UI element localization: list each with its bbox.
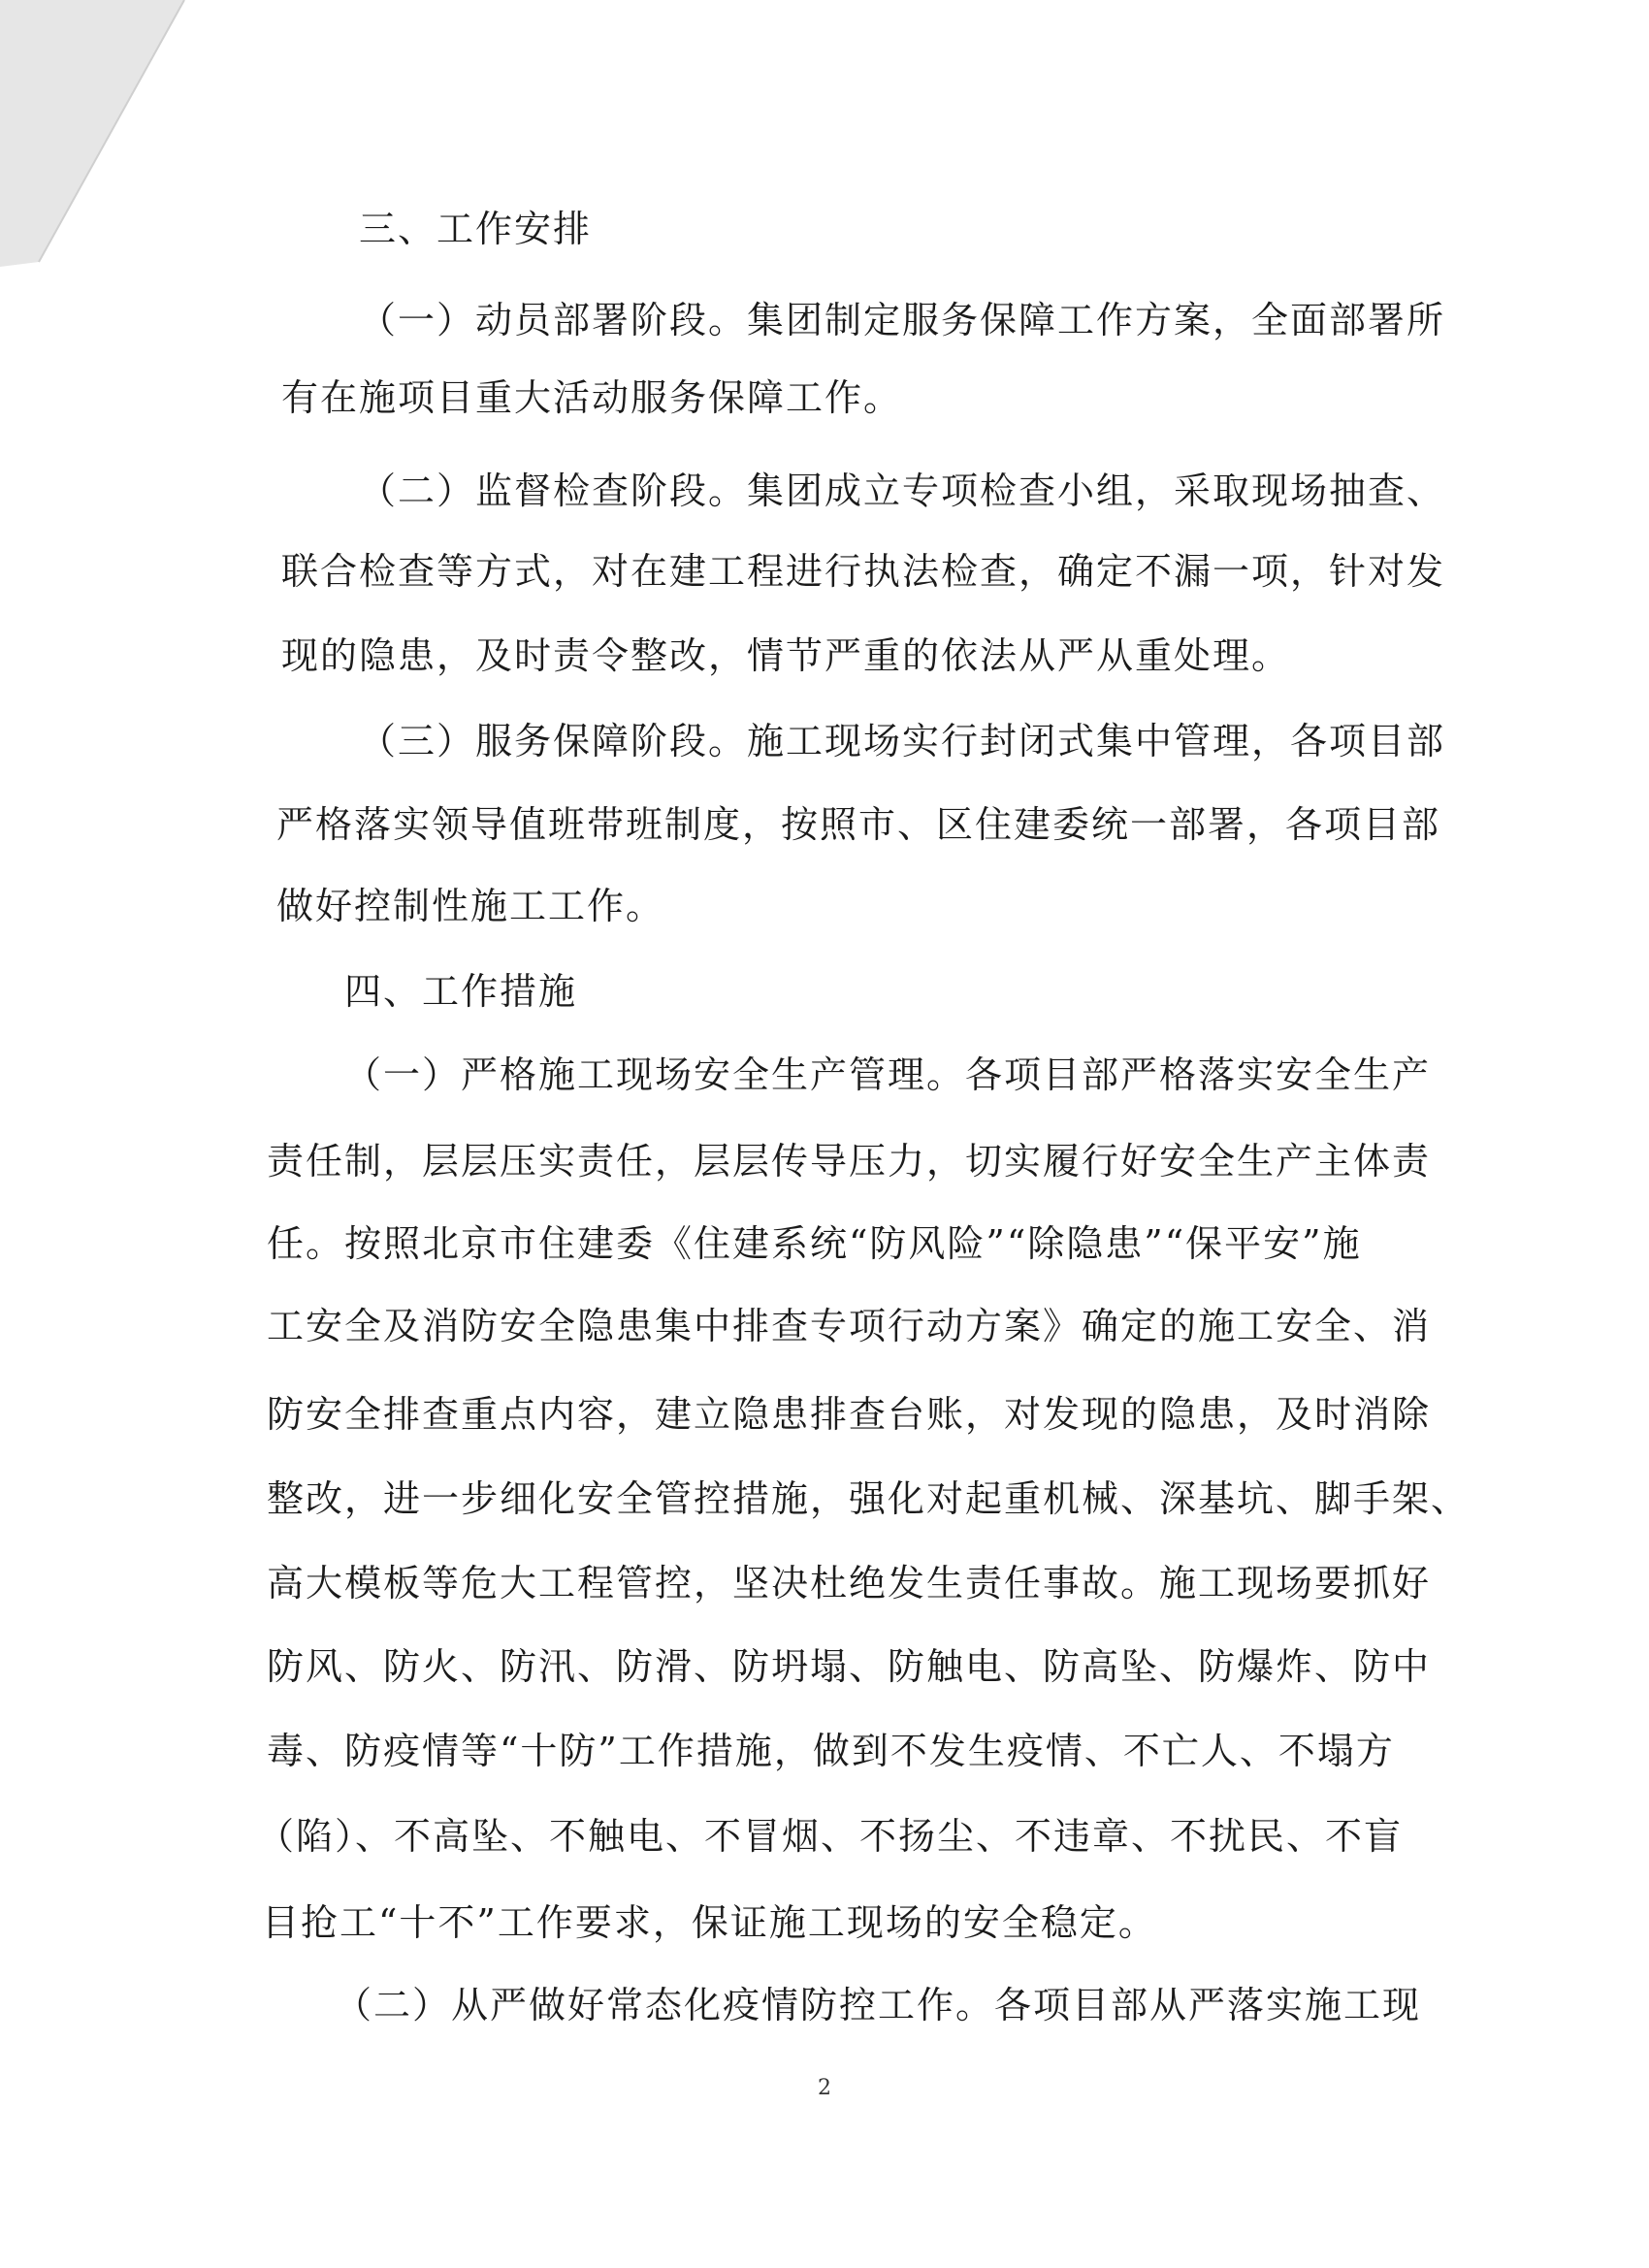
text-line: 联合检查等方式，对在建工程进行执法检查，确定不漏一项，针对发 [281,550,1446,593]
text-line: 工安全及消防安全隐患集中排查专项行动方案》确定的施工安全、消 [267,1305,1432,1347]
heading-work-measures: 四、工作措施 [344,970,578,1013]
text-line: 目抢工“十不”工作要求，保证施工现场的安全稳定。 [262,1901,1157,1944]
text-line: 有在施项目重大活动服务保障工作。 [281,376,903,419]
text-line: （二）监督检查阶段。集团成立专项检查小组，采取现场抽查、 [359,470,1446,512]
text-line: 高大模板等危大工程管控，坚决杜绝发生责任事故。施工现场要抓好 [267,1562,1432,1604]
text-line: 严格落实领导值班带班制度，按照市、区住建委统一部署，各项目部 [276,803,1441,846]
text-line: 防风、防火、防汛、防滑、防坍塌、防触电、防高坠、防爆炸、防中 [267,1645,1432,1688]
text-line: 任。按照北京市住建委《住建系统“防风险”“除隐患”“保平安”施 [267,1222,1362,1265]
text-line: 责任制，层层压实责任，层层传导压力，切实履行好安全生产主体责 [267,1140,1432,1183]
text-line: （一）动员部署阶段。集团制定服务保障工作方案，全面部署所 [359,299,1446,341]
text-line: 现的隐患，及时责令整改，情节严重的依法从严从重处理。 [281,634,1291,677]
text-line: 做好控制性施工工作。 [276,885,665,927]
text-line: （陷）、不高坠、不触电、不冒烟、不扬尘、不违章、不扰民、不盲 [257,1815,1404,1858]
text-line: 整改，进一步细化安全管控措施，强化对起重机械、深基坑、脚手架、 [267,1477,1471,1520]
text-line: （一）严格施工现场安全生产管理。各项目部严格落实安全生产 [344,1053,1432,1096]
text-line: （二）从严做好常态化疫情防控工作。各项目部从严落实施工现 [335,1984,1422,2026]
page-number: 2 [818,2076,831,2100]
heading-work-arrangement: 三、工作安排 [359,208,593,250]
text-line: （三）服务保障阶段。施工现场实行封闭式集中管理，各项目部 [359,720,1446,762]
text-line: 防安全排查重点内容，建立隐患排查台账，对发现的隐患，及时消除 [267,1393,1432,1436]
text-line: 毒、防疫情等“十防”工作措施，做到不发生疫情、不亡人、不塌方 [267,1730,1395,1772]
